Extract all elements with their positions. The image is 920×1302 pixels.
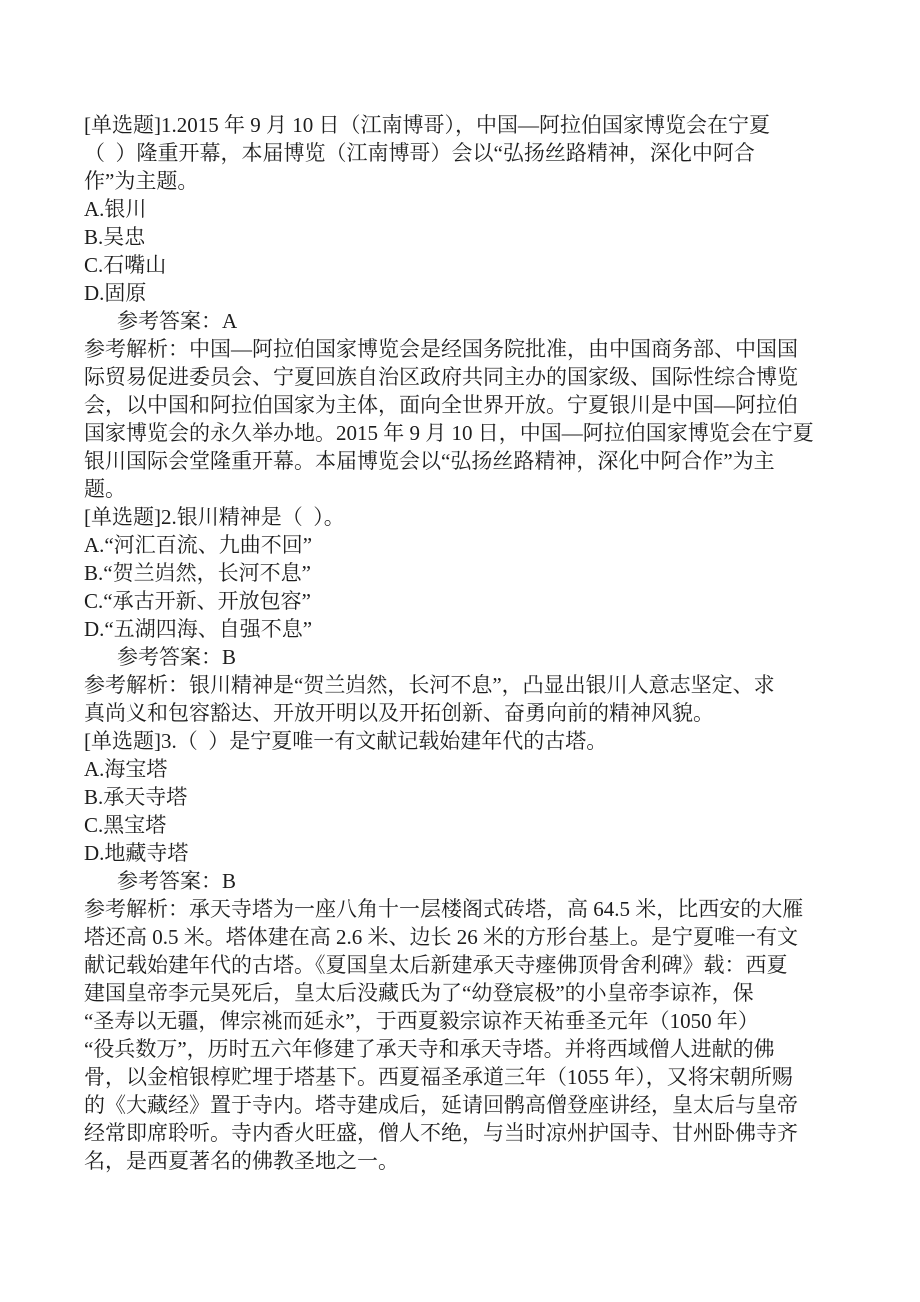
question-3-explanation-line: 建国皇帝李元昊死后，皇太后没藏氏为了“幼登宸极”的小皇帝李谅祚，保 — [84, 981, 754, 1005]
question-3-explanation-line: “役兵数万”，历时五六年修建了承天寺和承天寺塔。并将西域僧人进献的佛 — [84, 1037, 775, 1061]
question-1-explanation-line: 国家博览会的永久举办地。2015 年 9 月 10 日，中国—阿拉伯国家博览会在宁夏 — [84, 421, 814, 445]
question-1-option-a: A.银川 — [84, 197, 147, 221]
question-2-option-d: D.“五湖四海、自强不息” — [84, 617, 313, 641]
question-2-explanation-line: 真尚义和包容豁达、开放开明以及开拓创新、奋勇向前的精神风貌。 — [84, 701, 714, 725]
question-2-option-a: A.“河汇百流、九曲不回” — [84, 533, 313, 557]
question-1-explanation-line: 参考解析：中国—阿拉伯国家博览会是经国务院批准，由中国商务部、中国国 — [84, 337, 798, 361]
question-1-option-c: C.石嘴山 — [84, 253, 167, 277]
question-3-option-c: C.黑宝塔 — [84, 813, 167, 837]
question-2-option-c: C.“承古开新、开放包容” — [84, 589, 311, 613]
question-1-stem-line: [单选题]1.2015 年 9 月 10 日（江南博哥），中国—阿拉伯国家博览会在宁夏 — [84, 113, 770, 137]
question-1-explanation-line: 题。 — [84, 477, 126, 501]
question-3-option-a: A.海宝塔 — [84, 757, 168, 781]
question-1-explanation-line: 际贸易促进委员会、宁夏回族自治区政府共同主办的国家级、国际性综合博览 — [84, 365, 798, 389]
question-3-explanation-line: 经常即席聆听。寺内香火旺盛，僧人不绝，与当时凉州护国寺、甘州卧佛寺齐 — [84, 1121, 798, 1145]
question-3-explanation-line: 骨，以金棺银椁贮埋于塔基下。西夏福圣承道三年（1055 年），又将宋朝所赐 — [84, 1065, 793, 1089]
document-body — [84, 111, 896, 1175]
question-3 — [84, 727, 896, 1175]
question-3-stem-line: [单选题]3.（ ）是宁夏唯一有文献记载始建年代的古塔。 — [84, 729, 608, 753]
question-3-explanation-line: 参考解析：承天寺塔为一座八角十一层楼阁式砖塔，高 64.5 米，比西安的大雁 — [84, 897, 804, 921]
question-1-stem-line: （ ）隆重开幕，本届博览（江南博哥）会以“弘扬丝路精神，深化中阿合 — [84, 141, 755, 165]
question-1-explanation-line: 银川国际会堂隆重开幕。本届博览会以“弘扬丝路精神，深化中阿合作”为主 — [84, 449, 775, 473]
question-2-option-b: B.“贺兰岿然，长河不息” — [84, 561, 311, 585]
question-3-explanation-line: 献记载始建年代的古塔。《夏国皇太后新建承天寺瘗佛顶骨舍利碑》载：西夏 — [84, 953, 788, 977]
question-3-explanation-line: “圣寿以无疆，俾宗祧而延永”，于西夏毅宗谅祚天祐垂圣元年（1050 年） — [84, 1009, 759, 1033]
question-3-explanation-line: 的《大藏经》置于寺内。塔寺建成后，延请回鹘高僧登座讲经，皇太后与皇帝 — [84, 1093, 798, 1117]
question-1-option-b: B.吴忠 — [84, 225, 146, 249]
question-1-option-d: D.固原 — [84, 281, 147, 305]
question-1-stem-line: 作”为主题。 — [84, 169, 199, 193]
question-2-stem-line: [单选题]2.银川精神是（ ）。 — [84, 505, 345, 529]
question-1-explanation-line: 会，以中国和阿拉伯国家为主体，面向全世界开放。宁夏银川是中国—阿拉伯 — [84, 393, 798, 417]
question-3-answer: 参考答案：B — [117, 869, 237, 893]
question-1 — [84, 111, 896, 503]
question-2-answer: 参考答案：B — [117, 645, 237, 669]
question-1-answer: 参考答案：A — [117, 309, 238, 333]
question-2-explanation-line: 参考解析：银川精神是“贺兰岿然，长河不息”，凸显出银川人意志坚定、求 — [84, 673, 775, 697]
question-3-explanation-line: 名，是西夏著名的佛教圣地之一。 — [84, 1149, 399, 1173]
question-3-option-b: B.承天寺塔 — [84, 785, 188, 809]
question-3-option-d: D.地藏寺塔 — [84, 841, 189, 865]
question-3-explanation-line: 塔还高 0.5 米。塔体建在高 2.6 米、边长 26 米的方形台基上。是宁夏唯一有文 — [84, 925, 798, 949]
question-2 — [84, 503, 896, 727]
